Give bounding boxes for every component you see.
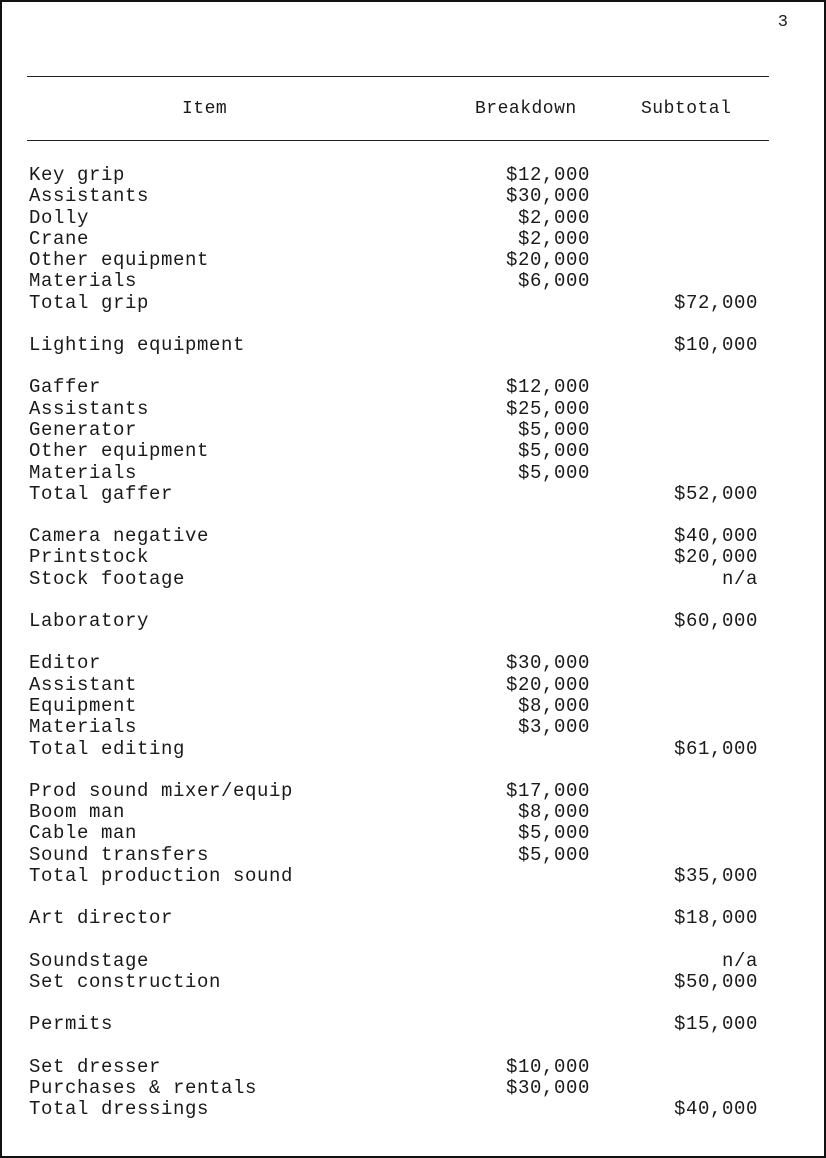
row-breakdown: $5,000 (517, 440, 590, 463)
row-subtotal: $61,000 (673, 737, 758, 760)
row-label: Total production sound (29, 865, 294, 888)
row-breakdown: $5,000 (517, 461, 590, 484)
row-label: Camera negative (29, 525, 210, 548)
row-label: Permits (29, 1013, 114, 1036)
budget-row (2, 377, 826, 398)
row-subtotal: $20,000 (673, 546, 758, 569)
row-subtotal: $60,000 (673, 610, 758, 633)
group-spacer (2, 1036, 826, 1057)
budget-row (2, 1057, 826, 1078)
group-spacer (2, 505, 826, 526)
row-label: Total gaffer (29, 482, 174, 505)
row-breakdown: $10,000 (505, 1055, 590, 1078)
row-subtotal: n/a (721, 567, 758, 590)
row-label: Editor (29, 652, 102, 675)
budget-row (2, 208, 826, 229)
group-spacer (2, 590, 826, 611)
group-spacer (2, 993, 826, 1014)
budget-row (2, 420, 826, 441)
row-breakdown: $20,000 (505, 249, 590, 272)
row-label: Art director (29, 907, 174, 930)
row-label: Sound transfers (29, 843, 210, 866)
row-label: Lighting equipment (29, 334, 246, 357)
column-header-breakdown: Breakdown (475, 99, 577, 119)
row-label: Boom man (29, 801, 126, 824)
row-subtotal: $72,000 (673, 291, 758, 314)
group-spacer (2, 356, 826, 377)
budget-row (2, 250, 826, 271)
row-label: Assistants (29, 397, 150, 420)
row-label: Assistants (29, 185, 150, 208)
budget-row (2, 463, 826, 484)
budget-row (2, 866, 826, 887)
row-breakdown: $5,000 (517, 822, 590, 845)
budget-table-body (2, 165, 826, 1120)
budget-row (2, 484, 826, 505)
budget-row (2, 441, 826, 462)
budget-row (2, 696, 826, 717)
row-label: Generator (29, 418, 138, 441)
row-subtotal: $52,000 (673, 482, 758, 505)
budget-row (2, 1014, 826, 1035)
budget-row (2, 271, 826, 292)
row-label: Total grip (29, 291, 150, 314)
row-label: Set construction (29, 970, 222, 993)
row-subtotal: $10,000 (673, 334, 758, 357)
row-breakdown: $30,000 (505, 185, 590, 208)
row-label: Other equipment (29, 440, 210, 463)
budget-row (2, 1078, 826, 1099)
row-breakdown: $20,000 (505, 673, 590, 696)
row-breakdown: $3,000 (517, 716, 590, 739)
group-spacer (2, 930, 826, 951)
row-label: Materials (29, 461, 138, 484)
row-subtotal: $40,000 (673, 525, 758, 548)
row-breakdown: $5,000 (517, 843, 590, 866)
budget-row (2, 802, 826, 823)
row-label: Purchases & rentals (29, 1076, 258, 1099)
row-subtotal: $15,000 (673, 1013, 758, 1036)
row-label: Gaffer (29, 376, 102, 399)
row-label: Key grip (29, 164, 126, 186)
budget-row (2, 823, 826, 844)
column-header-subtotal: Subtotal (641, 99, 732, 119)
budget-row (2, 526, 826, 547)
row-breakdown: $25,000 (505, 397, 590, 420)
row-label: Set dresser (29, 1055, 162, 1078)
budget-row (2, 335, 826, 356)
row-label: Dolly (29, 206, 90, 229)
row-label: Assistant (29, 673, 138, 696)
row-breakdown: $30,000 (505, 1076, 590, 1099)
row-breakdown: $30,000 (505, 652, 590, 675)
header-bottom-rule (27, 140, 769, 141)
row-label: Prod sound mixer/equip (29, 779, 294, 802)
group-spacer (2, 760, 826, 781)
budget-row (2, 653, 826, 674)
row-breakdown: $12,000 (505, 164, 590, 186)
budget-row (2, 951, 826, 972)
budget-row (2, 229, 826, 250)
row-breakdown: $17,000 (505, 779, 590, 802)
row-breakdown: $8,000 (517, 694, 590, 717)
budget-row (2, 675, 826, 696)
row-subtotal: n/a (721, 949, 758, 972)
row-label: Materials (29, 716, 138, 739)
budget-row (2, 165, 826, 186)
row-label: Other equipment (29, 249, 210, 272)
row-label: Crane (29, 227, 90, 250)
budget-row (2, 739, 826, 760)
budget-row (2, 1099, 826, 1120)
row-label: Stock footage (29, 567, 186, 590)
row-subtotal: $50,000 (673, 970, 758, 993)
row-label: Total editing (29, 737, 186, 760)
budget-row (2, 972, 826, 993)
row-breakdown: $6,000 (517, 270, 590, 293)
row-label: Total dressings (29, 1098, 210, 1121)
row-breakdown: $8,000 (517, 801, 590, 824)
budget-row (2, 569, 826, 590)
budget-row (2, 611, 826, 632)
row-label: Soundstage (29, 949, 150, 972)
row-label: Cable man (29, 822, 138, 845)
header-top-rule (27, 76, 769, 77)
group-spacer (2, 632, 826, 653)
budget-row (2, 399, 826, 420)
row-label: Equipment (29, 694, 138, 717)
page-number: 3 (777, 13, 788, 32)
row-label: Materials (29, 270, 138, 293)
budget-row (2, 781, 826, 802)
budget-row (2, 293, 826, 314)
group-spacer (2, 314, 826, 335)
row-breakdown: $2,000 (517, 206, 590, 229)
budget-row (2, 908, 826, 929)
row-subtotal: $40,000 (673, 1098, 758, 1121)
budget-row (2, 547, 826, 568)
row-label: Printstock (29, 546, 150, 569)
budget-row (2, 845, 826, 866)
row-breakdown: $5,000 (517, 418, 590, 441)
row-breakdown: $12,000 (505, 376, 590, 399)
row-breakdown: $2,000 (517, 227, 590, 250)
row-subtotal: $18,000 (673, 907, 758, 930)
row-label: Laboratory (29, 610, 150, 633)
budget-row (2, 186, 826, 207)
column-header-item: Item (182, 99, 228, 119)
group-spacer (2, 887, 826, 908)
row-subtotal: $35,000 (673, 865, 758, 888)
budget-row (2, 717, 826, 738)
